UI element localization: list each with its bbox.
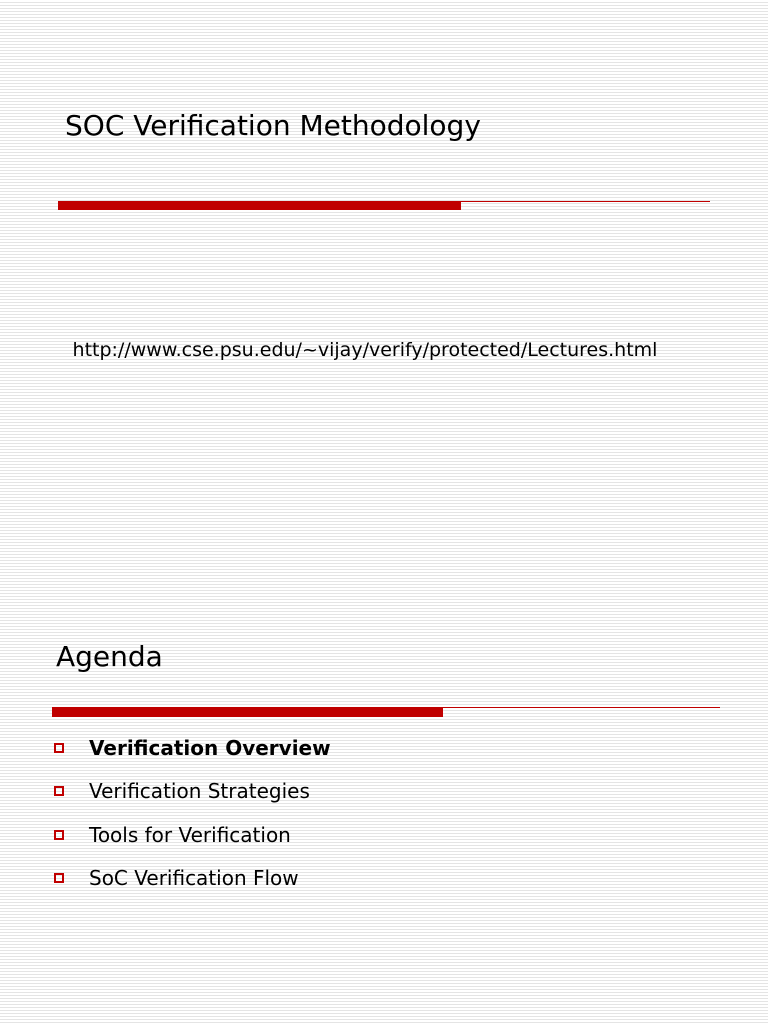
agenda-rule-thick [52,708,443,717]
bullet-label: SoC Verification Flow [89,866,299,891]
title-rule-thick [58,201,461,210]
slide-2-title: Agenda [56,640,163,673]
bullet-label: Verification Strategies [89,779,310,804]
list-item [52,813,331,857]
bullet-label: Verification Overview [89,735,331,760]
hollow-square-bullet-icon [54,830,64,840]
hollow-square-bullet-icon [54,873,64,883]
hollow-square-bullet-icon [54,786,64,796]
agenda-list [52,726,331,900]
list-item [52,857,331,901]
slide-agenda [0,512,768,1024]
hollow-square-bullet-icon [54,743,64,753]
bullet-label: Tools for Verification [89,822,291,847]
list-item [52,726,331,770]
slide-1-title: SOC Verification Methodology [65,109,481,142]
lecture-url: http://www.cse.psu.edu/~vijay/verify/protected/Lectures.html [72,339,658,361]
list-item [52,770,331,814]
